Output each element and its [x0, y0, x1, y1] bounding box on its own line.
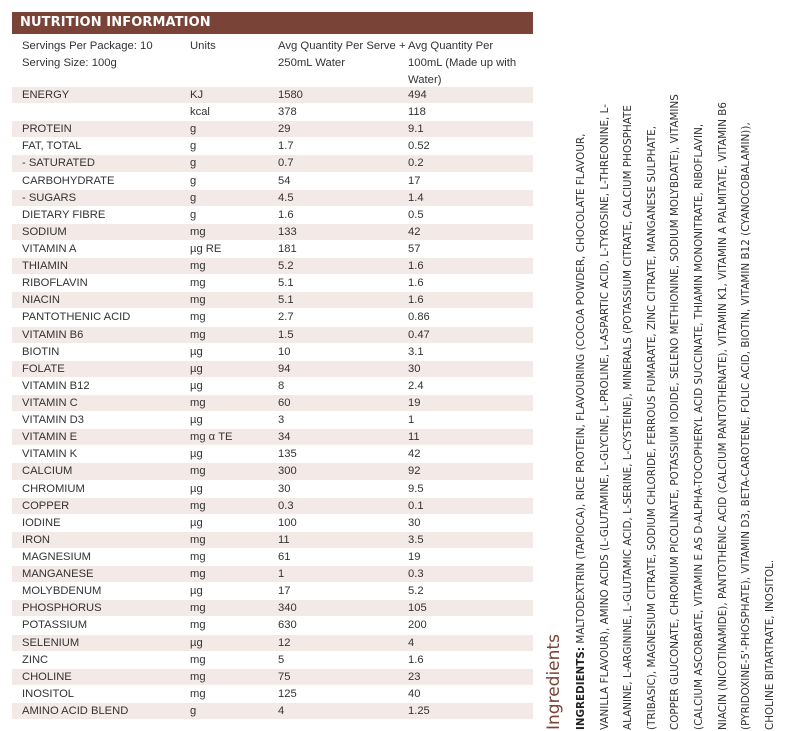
nutrient-unit: mg [190, 687, 206, 700]
table-row [12, 616, 533, 633]
table-row [12, 668, 533, 685]
value-per-100ml: 30 [408, 516, 421, 529]
table-row [12, 223, 533, 240]
value-per-serve: 5.1 [278, 277, 294, 290]
table-row [12, 394, 533, 411]
nutrient-name: BIOTIN [22, 345, 60, 358]
nutrient-name: RIBOFLAVIN [22, 277, 88, 290]
value-per-serve: 34 [278, 431, 291, 444]
value-per-serve: 0.3 [278, 499, 294, 512]
nutrient-unit: g [190, 174, 197, 187]
nutrient-unit: mg [190, 653, 206, 666]
nutrient-unit: mg [190, 225, 206, 238]
nutrient-name: FAT, TOTAL [22, 140, 82, 153]
value-per-100ml: 105 [408, 602, 427, 615]
nutrient-unit: mg [190, 328, 206, 341]
nutrient-unit: mg [190, 670, 206, 683]
table-row [12, 480, 533, 497]
nutrient-name: CHOLINE [22, 670, 72, 683]
table-row [12, 548, 533, 565]
value-per-100ml: 1.4 [408, 191, 424, 204]
value-per-100ml: 3.5 [408, 533, 424, 546]
table-row [12, 634, 533, 651]
nutrient-unit: mg [190, 260, 206, 273]
value-per-serve: 3 [278, 414, 285, 427]
value-per-serve: 300 [278, 465, 297, 478]
value-per-100ml: 1.6 [408, 294, 424, 307]
table-row [12, 326, 533, 343]
value-per-100ml: 1.6 [408, 277, 424, 290]
value-per-serve: 54 [278, 174, 291, 187]
value-per-serve: 100 [278, 516, 297, 529]
table-row [12, 154, 533, 171]
nutrient-name: ENERGY [22, 89, 70, 101]
nutrient-unit: g [190, 208, 197, 221]
nutrient-unit: kcal [190, 106, 210, 119]
nutrient-name [12, 104, 190, 120]
value-per-100ml: 1 [408, 414, 415, 427]
value-per-100ml: 118 [408, 106, 426, 119]
nutrient-unit: mg [190, 465, 206, 478]
value-per-100ml: 3.1 [408, 345, 424, 358]
table-row [12, 514, 533, 531]
nutrient-unit: µg RE [190, 242, 222, 255]
nutrient-name: - SATURATED [22, 157, 95, 170]
nutrient-name: PROTEIN [22, 123, 72, 136]
value-per-100ml: 0.47 [408, 328, 430, 341]
nutrient-name: VITAMIN A [22, 242, 77, 255]
nutrition-panel [12, 12, 533, 719]
table-row [12, 172, 533, 189]
value-per-serve: 1.7 [278, 140, 294, 153]
nutrient-unit: g [190, 140, 197, 153]
table-row [12, 308, 533, 325]
nutrient-name: MANGANESE [22, 568, 94, 581]
nutrient-name: - SUGARS [22, 191, 77, 204]
value-per-100ml: 0.2 [408, 157, 424, 170]
value-per-100ml: 1.6 [408, 260, 424, 273]
nutrient-unit: g [190, 157, 197, 170]
value-per-100ml: 0.5 [408, 208, 424, 221]
nutrient-unit: g [190, 191, 197, 204]
nutrient-unit: µg [190, 362, 203, 375]
value-per-100ml: 2.4 [408, 379, 424, 392]
header-per-serve: Avg Quantity Per Serve + 250mL Water [278, 40, 406, 69]
nutrient-name: PANTOTHENIC ACID [22, 311, 131, 324]
value-per-serve: 60 [278, 396, 291, 409]
serving-size: Serving Size: 100g [22, 57, 117, 69]
value-per-100ml: 1.6 [408, 653, 424, 666]
value-per-serve: 1.6 [278, 208, 294, 221]
value-per-serve: 17 [278, 585, 291, 598]
value-per-serve: 378 [278, 106, 297, 119]
table-row [12, 651, 533, 668]
table-row [12, 497, 533, 514]
table-row [12, 360, 533, 377]
table-row [12, 582, 533, 599]
value-per-serve: 181 [278, 242, 297, 255]
nutrient-unit: µg [190, 448, 203, 461]
value-per-serve: 125 [278, 687, 297, 700]
nutrition-table-body [12, 86, 533, 719]
nutrient-name: THIAMIN [22, 260, 68, 273]
nutrient-unit: µg [190, 379, 203, 392]
nutrient-name: VITAMIN E [22, 431, 78, 444]
value-per-serve: 12 [278, 636, 291, 649]
nutrient-name: FOLATE [22, 362, 65, 375]
value-per-serve: 2.7 [278, 311, 294, 324]
value-per-serve: 30 [278, 482, 291, 495]
value-per-100ml: 4 [408, 636, 415, 649]
nutrient-name: VITAMIN B12 [22, 379, 90, 392]
nutrient-unit: mg [190, 277, 206, 290]
value-per-100ml: 40 [408, 687, 421, 700]
header-servings [12, 38, 190, 86]
nutrient-name: MAGNESIUM [22, 550, 91, 563]
table-row [12, 445, 533, 462]
panel-title: NUTRITION INFORMATION [12, 12, 533, 34]
value-per-100ml: 17 [408, 174, 421, 187]
nutrient-name: COPPER [22, 499, 70, 512]
table-row [12, 685, 533, 702]
table-row [12, 531, 533, 548]
table-row [12, 189, 533, 206]
value-per-100ml: 42 [408, 225, 421, 238]
value-per-serve: 340 [278, 602, 297, 615]
value-per-serve: 10 [278, 345, 291, 358]
value-per-100ml: 30 [408, 362, 421, 375]
table-row [12, 377, 533, 394]
nutrient-unit: mg [190, 499, 206, 512]
value-per-serve: 4 [278, 704, 285, 717]
nutrient-unit: µg [190, 516, 203, 529]
table-header [12, 34, 533, 86]
value-per-100ml: 494 [408, 89, 427, 101]
table-row [12, 343, 533, 360]
value-per-100ml: 0.52 [408, 140, 430, 153]
value-per-100ml: 92 [408, 465, 421, 478]
nutrient-name: VITAMIN D3 [22, 414, 84, 427]
table-row [12, 103, 533, 120]
nutrient-unit: mg [190, 619, 206, 632]
nutrient-name: VITAMIN B6 [22, 328, 84, 341]
nutrient-unit: g [190, 704, 197, 717]
nutrient-name: SODIUM [22, 225, 67, 238]
table-row [12, 206, 533, 223]
value-per-serve: 4.5 [278, 191, 294, 204]
servings-per-package: Servings Per Package: 10 [22, 40, 153, 52]
value-per-100ml: 23 [408, 670, 421, 683]
value-per-serve: 1 [278, 568, 285, 581]
nutrient-name: IRON [22, 533, 50, 546]
value-per-100ml: 1.25 [408, 704, 430, 717]
value-per-serve: 630 [278, 619, 297, 632]
nutrient-unit: µg [190, 585, 203, 598]
value-per-serve: 94 [278, 362, 291, 375]
value-per-100ml: 9.5 [408, 482, 424, 495]
header-units: Units [190, 40, 216, 52]
nutrient-name: ZINC [22, 653, 49, 666]
value-per-serve: 1580 [278, 89, 303, 101]
nutrient-unit: µg [190, 345, 203, 358]
nutrient-name: IODINE [22, 516, 61, 529]
value-per-serve: 75 [278, 670, 291, 683]
value-per-serve: 135 [278, 448, 297, 461]
table-row [12, 274, 533, 291]
ingredients-list: MALTODEXTRIN (TAPIOCA), RICE PROTEIN, FLAVOURING (COCOA POWDER, CHOCOLATE FLAVOUR, VANILLA FLAVOUR), AMINO ACIDS (L-GLUTAMINE, L-GLYCINE, L-PROLINE, L-ASPARTIC ACID, L-TYROSINE, L-THREONINE, L-ALANINE, L-ARGININE, L-GLUTAMIC ACID, L-SERINE, L-CYSTEINE), MINERALS (POTASSIUM CITRATE, CALCIUM PHOSPHATE (TRIBASIC), MAGNESIUM CITRATE, SODIUM CHLORIDE, FERROUS FUMARATE, ZINC CITRATE, MANGANESE SULPHATE, COPPER GLUCONATE, CHROMIUM PICOLINATE, POTASSIUM IODIDE, SELENO METHIONINE, SODIUM MOLYBDATE), VITAMINS (CALCIUM ASCORBATE, VITAMIN E AS D-ALPHA-TOCOPHERYL ACID SUCCINATE, THIAMIN MONONITRATE, RIBOFLAVIN, NIACIN (NICOTINAMIDE), PANTOTHENIC ACID (CALCIUM PANTOTHENATE), VITAMIN K1, VITAMIN A PALMITATE, VITAMIN B6 (PYRIDOXINE-5'-PHOSPHATE), VITAMIN D3, BETA-CAROTENE, FOLIC ACID, BIOTIN, VITAMIN B12 (CYANOCOBALAMIN)), CHOLINE BITARTRATE, INOSITOL. [575, 94, 776, 730]
table-row [12, 599, 533, 616]
table-row [12, 462, 533, 479]
value-per-100ml: 0.3 [408, 568, 424, 581]
value-per-100ml: 42 [408, 448, 421, 461]
nutrient-unit: KJ [190, 89, 204, 101]
nutrient-unit: mg [190, 294, 206, 307]
table-row [12, 257, 533, 274]
nutrient-unit: µg [190, 414, 203, 427]
nutrient-name: CALCIUM [22, 465, 73, 478]
value-per-100ml: 19 [408, 550, 421, 563]
ingredients-label: INGREDIENTS: [575, 646, 587, 730]
header-per-100ml: Avg Quantity Per 100mL (Made up with Water) [408, 40, 517, 86]
nutrient-unit: mg [190, 396, 206, 409]
table-row [12, 240, 533, 257]
nutrient-name: POTASSIUM [22, 619, 88, 632]
table-row [12, 411, 533, 428]
value-per-serve: 29 [278, 123, 291, 136]
value-per-100ml: 200 [408, 619, 427, 632]
table-row [12, 86, 533, 103]
nutrient-unit: µg [190, 636, 203, 649]
nutrient-unit: mg [190, 602, 206, 615]
value-per-100ml: 5.2 [408, 585, 424, 598]
value-per-serve: 8 [278, 379, 285, 392]
nutrient-unit: mg [190, 311, 206, 324]
nutrient-name: VITAMIN K [22, 448, 78, 461]
value-per-serve: 0.7 [278, 157, 294, 170]
nutrient-unit: µg [190, 482, 203, 495]
table-row [12, 428, 533, 445]
nutrient-name: MOLYBDENUM [22, 585, 102, 598]
table-row [12, 137, 533, 154]
nutrient-name: CARBOHYDRATE [22, 174, 115, 187]
value-per-serve: 1.5 [278, 328, 294, 341]
value-per-100ml: 0.86 [408, 311, 430, 324]
nutrient-name: INOSITOL [22, 687, 75, 700]
value-per-100ml: 19 [408, 396, 421, 409]
nutrient-name: CHROMIUM [22, 482, 85, 495]
nutrient-name: NIACIN [22, 294, 60, 307]
nutrient-unit: mg [190, 568, 206, 581]
value-per-serve: 133 [278, 225, 297, 238]
table-row [12, 291, 533, 308]
value-per-serve: 11 [278, 533, 290, 546]
value-per-serve: 5.2 [278, 260, 294, 273]
value-per-100ml: 9.1 [408, 123, 424, 136]
value-per-serve: 61 [278, 550, 291, 563]
nutrient-name: SELENIUM [22, 636, 80, 649]
nutrient-name: DIETARY FIBRE [22, 208, 106, 221]
ingredients-heading: Ingredients [544, 634, 564, 730]
nutrient-unit: mg [190, 533, 206, 546]
ingredients-panel [536, 90, 804, 730]
ingredients-rotated [536, 90, 804, 730]
value-per-100ml: 0.1 [408, 499, 424, 512]
nutrient-unit: mg [190, 550, 206, 563]
value-per-100ml: 57 [408, 242, 421, 255]
value-per-serve: 5 [278, 653, 285, 666]
nutrient-unit: g [190, 123, 197, 136]
ingredients-text [570, 90, 782, 730]
nutrient-name: AMINO ACID BLEND [22, 704, 129, 717]
table-row [12, 702, 533, 719]
nutrient-unit: mg α TE [190, 431, 233, 444]
value-per-serve: 5.1 [278, 294, 294, 307]
value-per-100ml: 11 [408, 431, 420, 444]
nutrient-name: VITAMIN C [22, 396, 78, 409]
table-row [12, 120, 533, 137]
nutrient-name: PHOSPHORUS [22, 602, 102, 615]
table-row [12, 565, 533, 582]
